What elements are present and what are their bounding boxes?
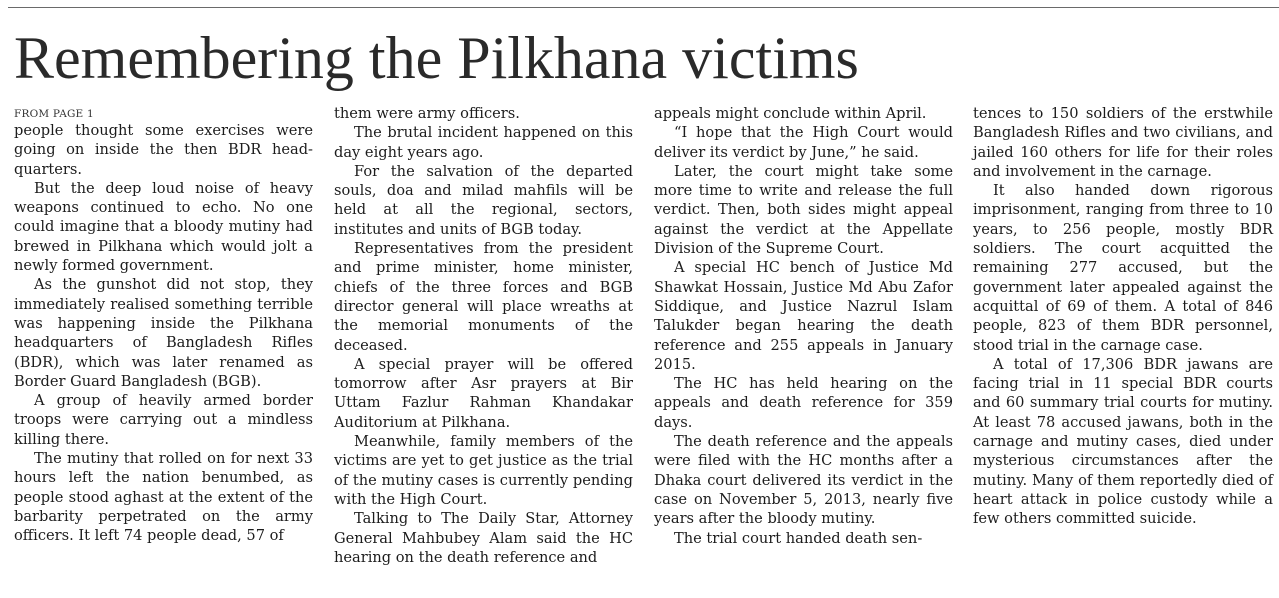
paragraph: A special prayer will be offered tomorrow after Asr prayers at Bir Uttam Fazlur Rahman Khandakar Auditorium at Pilkhana. [334, 355, 633, 431]
paragraph: But the deep loud noise of heavy weapons continued to echo. No one could imagine that a bloody mutiny had brewed in Pilkhana which would jolt a newly formed government. [14, 179, 313, 275]
article-column-1 [14, 107, 313, 546]
paragraph: people thought some exercises were going on inside the then BDR head-quarters. [14, 122, 313, 178]
paragraph: A group of heavily armed border troops were carrying out a mindless killing there. [14, 392, 313, 448]
paragraph: Meanwhile, family members of the victims are yet to get justice as the trial of the mutiny cases is currently pending with the High Court. [334, 433, 633, 508]
article-column-4 [973, 104, 1273, 529]
paragraph: Talking to The Daily Star, Attorney General Mahbubey Alam said the HC hearing on the death reference and [334, 510, 633, 566]
paragraph: Later, the court might take some more time to write and release the full verdict. Then, both sides might appeal against the verdict at the Appellate Division of the Supreme Court. [654, 162, 953, 258]
kicker: FROM PAGE 1 [14, 108, 94, 120]
article-column-2 [334, 104, 633, 567]
paragraph: A special HC bench of Justice Md Shawkat Hossain, Justice Md Abu Zafor Siddique, and Justice Nazrul Islam Talukder began hearing the death reference and 255 appeals in January 2015. [654, 259, 953, 373]
paragraph: tences to 150 soldiers of the erstwhile Bangladesh Rifles and two civilians, and jailed 160 others for life for their roles and involvement in the carnage. [973, 105, 1273, 180]
paragraph: As the gunshot did not stop, they immediately realised something terrible was happening inside the Pilkhana headquarters of Bangladesh Rifles (BDR), which was later renamed as Border Guard Bangladesh (BGB). [14, 276, 313, 390]
paragraph: “I hope that the High Court would deliver its verdict by June,” he said. [654, 124, 953, 161]
top-rule [8, 7, 1279, 8]
paragraph: them were army officers. [334, 105, 520, 122]
headline: Remembering the Pilkhana victims [14, 25, 859, 91]
article-column-3 [654, 104, 953, 548]
paragraph: The death reference and the appeals were filed with the HC months after a Dhaka court delivered its verdict in the case on November 5, 2013, nearly five years after the bloody mutiny. [654, 433, 953, 528]
paragraph: For the salvation of the departed souls, doa and milad mahfils will be held at all the regional, sectors, institutes and units of BGB today. [334, 162, 633, 238]
paragraph: The mutiny that rolled on for next 33 hours left the nation benumbed, as people stood aghast at the extent of the barbarity perpetrated on the army officers. It left 74 people dead, 57 of [14, 450, 313, 545]
paragraph: appeals might conclude within April. [654, 105, 927, 122]
paragraph: The trial court handed death sen- [674, 529, 923, 547]
paragraph: It also handed down rigorous imprisonment, ranging from three to 10 years, to 256 people, mostly BDR soldiers. The court acquitted the remaining 277 accused, but the government later appealed against the acquittal of 69 of them. A total of 846 people, 823 of them BDR personnel, stood trial in the carnage case. [973, 182, 1273, 354]
paragraph: The brutal incident happened on this day eight years ago. [334, 124, 633, 161]
paragraph: Representatives from the president and prime minister, home minister, chiefs of the three forces and BGB director general will place wreaths at the memorial monuments of the deceased. [334, 240, 633, 354]
paragraph: A total of 17,306 BDR jawans are facing trial in 11 special BDR courts and 60 summary trial courts for mutiny. At least 78 accused jawans, both in the carnage and mutiny cases, died under mysterious circumstances after the mutiny. Many of them reportedly died of heart attack in police custody while a few others committed suicide. [973, 355, 1273, 528]
paragraph: The HC has held hearing on the appeals and death reference for 359 days. [654, 375, 953, 431]
